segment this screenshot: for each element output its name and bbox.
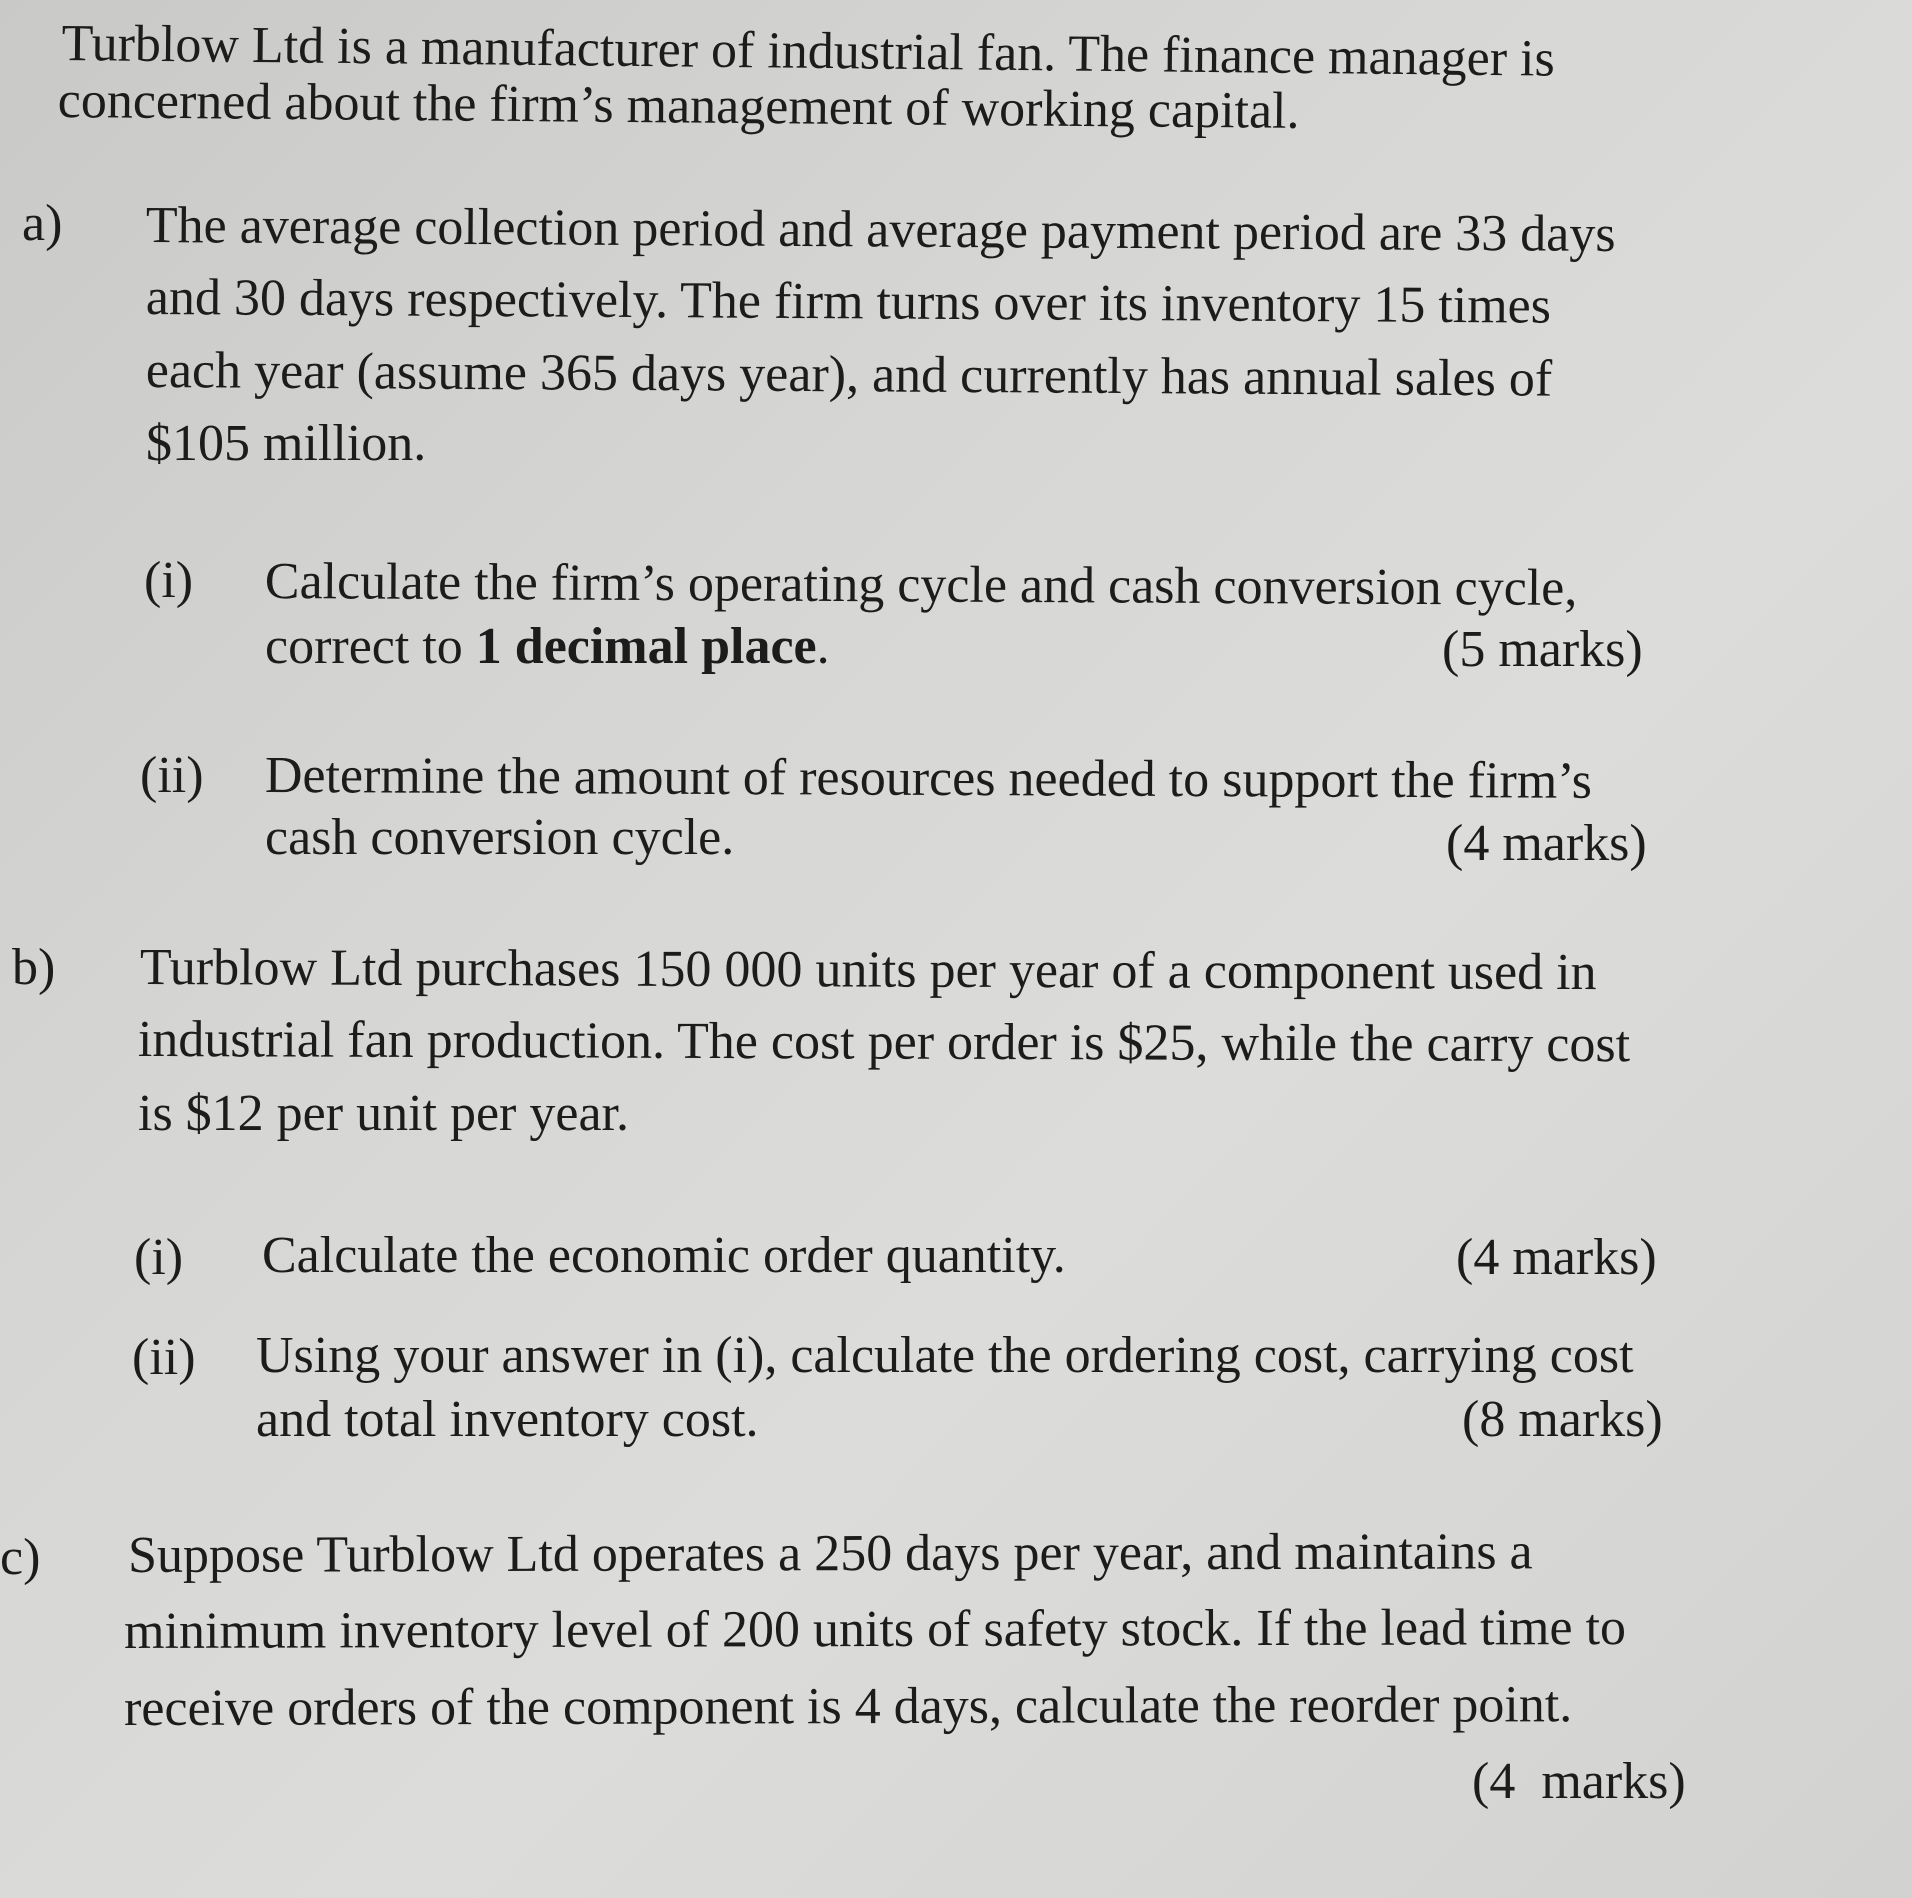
part-a-label: a) <box>22 195 63 252</box>
intro-line-1: Turblow Ltd is a manufacturer of industrial fan. The finance manager is <box>61 15 1556 88</box>
part-c-line-1: Suppose Turblow Ltd operates a 250 days per year, and maintains a <box>127 1523 1533 1584</box>
part-b-line-3: is $12 per unit per year. <box>138 1085 629 1142</box>
part-a-line-1: The average collection period and average payment period are 33 days <box>145 197 1616 263</box>
part-a-line-3: each year (assume 365 days year), and currently has annual sales of <box>145 342 1553 408</box>
part-b-ii-label: (ii) <box>132 1329 196 1386</box>
part-c-line-2: minimum inventory level of 200 units of safety stock. If the lead time to <box>123 1599 1627 1660</box>
part-c-marks: (4 marks) <box>1472 1753 1686 1810</box>
part-c-line-3: receive orders of the component is 4 days, calculate the reorder point. <box>123 1676 1573 1737</box>
part-c-label: c) <box>0 1529 41 1586</box>
part-b-ii-marks: (8 marks) <box>1462 1391 1663 1448</box>
part-a-i-line-2-bold: 1 decimal place <box>475 618 817 675</box>
part-b-label: b) <box>12 939 56 996</box>
part-a-i-line-2-prefix: correct to <box>265 618 476 675</box>
part-a-line-4: $105 million. <box>146 415 427 472</box>
part-a-ii-marks: (4 marks) <box>1446 815 1647 872</box>
part-a-ii-label: (ii) <box>140 747 204 804</box>
part-a-ii-line-1: Determine the amount of resources needed to support the firm’s <box>264 747 1593 810</box>
intro-line-2: concerned about the firm’s management of working capital. <box>57 72 1300 140</box>
part-a-i-line-2 <box>265 618 830 675</box>
part-b-ii-line-2: and total inventory cost. <box>256 1391 759 1448</box>
part-b-line-2: industrial fan production. The cost per order is $25, while the carry cost <box>137 1011 1631 1074</box>
part-a-line-2: and 30 days respectively. The firm turns over its inventory 15 times <box>145 269 1552 335</box>
part-a-i-line-2-suffix: . <box>816 618 830 675</box>
part-b-i-marks: (4 marks) <box>1456 1229 1657 1286</box>
part-a-ii-line-2: cash conversion cycle. <box>265 809 735 866</box>
part-a-i-marks: (5 marks) <box>1442 621 1643 678</box>
part-a-i-line-1: Calculate the firm’s operating cycle and cash conversion cycle, <box>264 553 1578 617</box>
part-b-i-line-1: Calculate the economic order quantity. <box>262 1227 1066 1284</box>
part-b-i-label: (i) <box>134 1229 184 1286</box>
part-a-i-label: (i) <box>144 552 194 609</box>
part-b-ii-line-1: Using your answer in (i), calculate the ordering cost, carrying cost <box>256 1327 1634 1384</box>
part-b-line-1: Turblow Ltd purchases 150 000 units per year of a component used in <box>139 939 1597 1002</box>
